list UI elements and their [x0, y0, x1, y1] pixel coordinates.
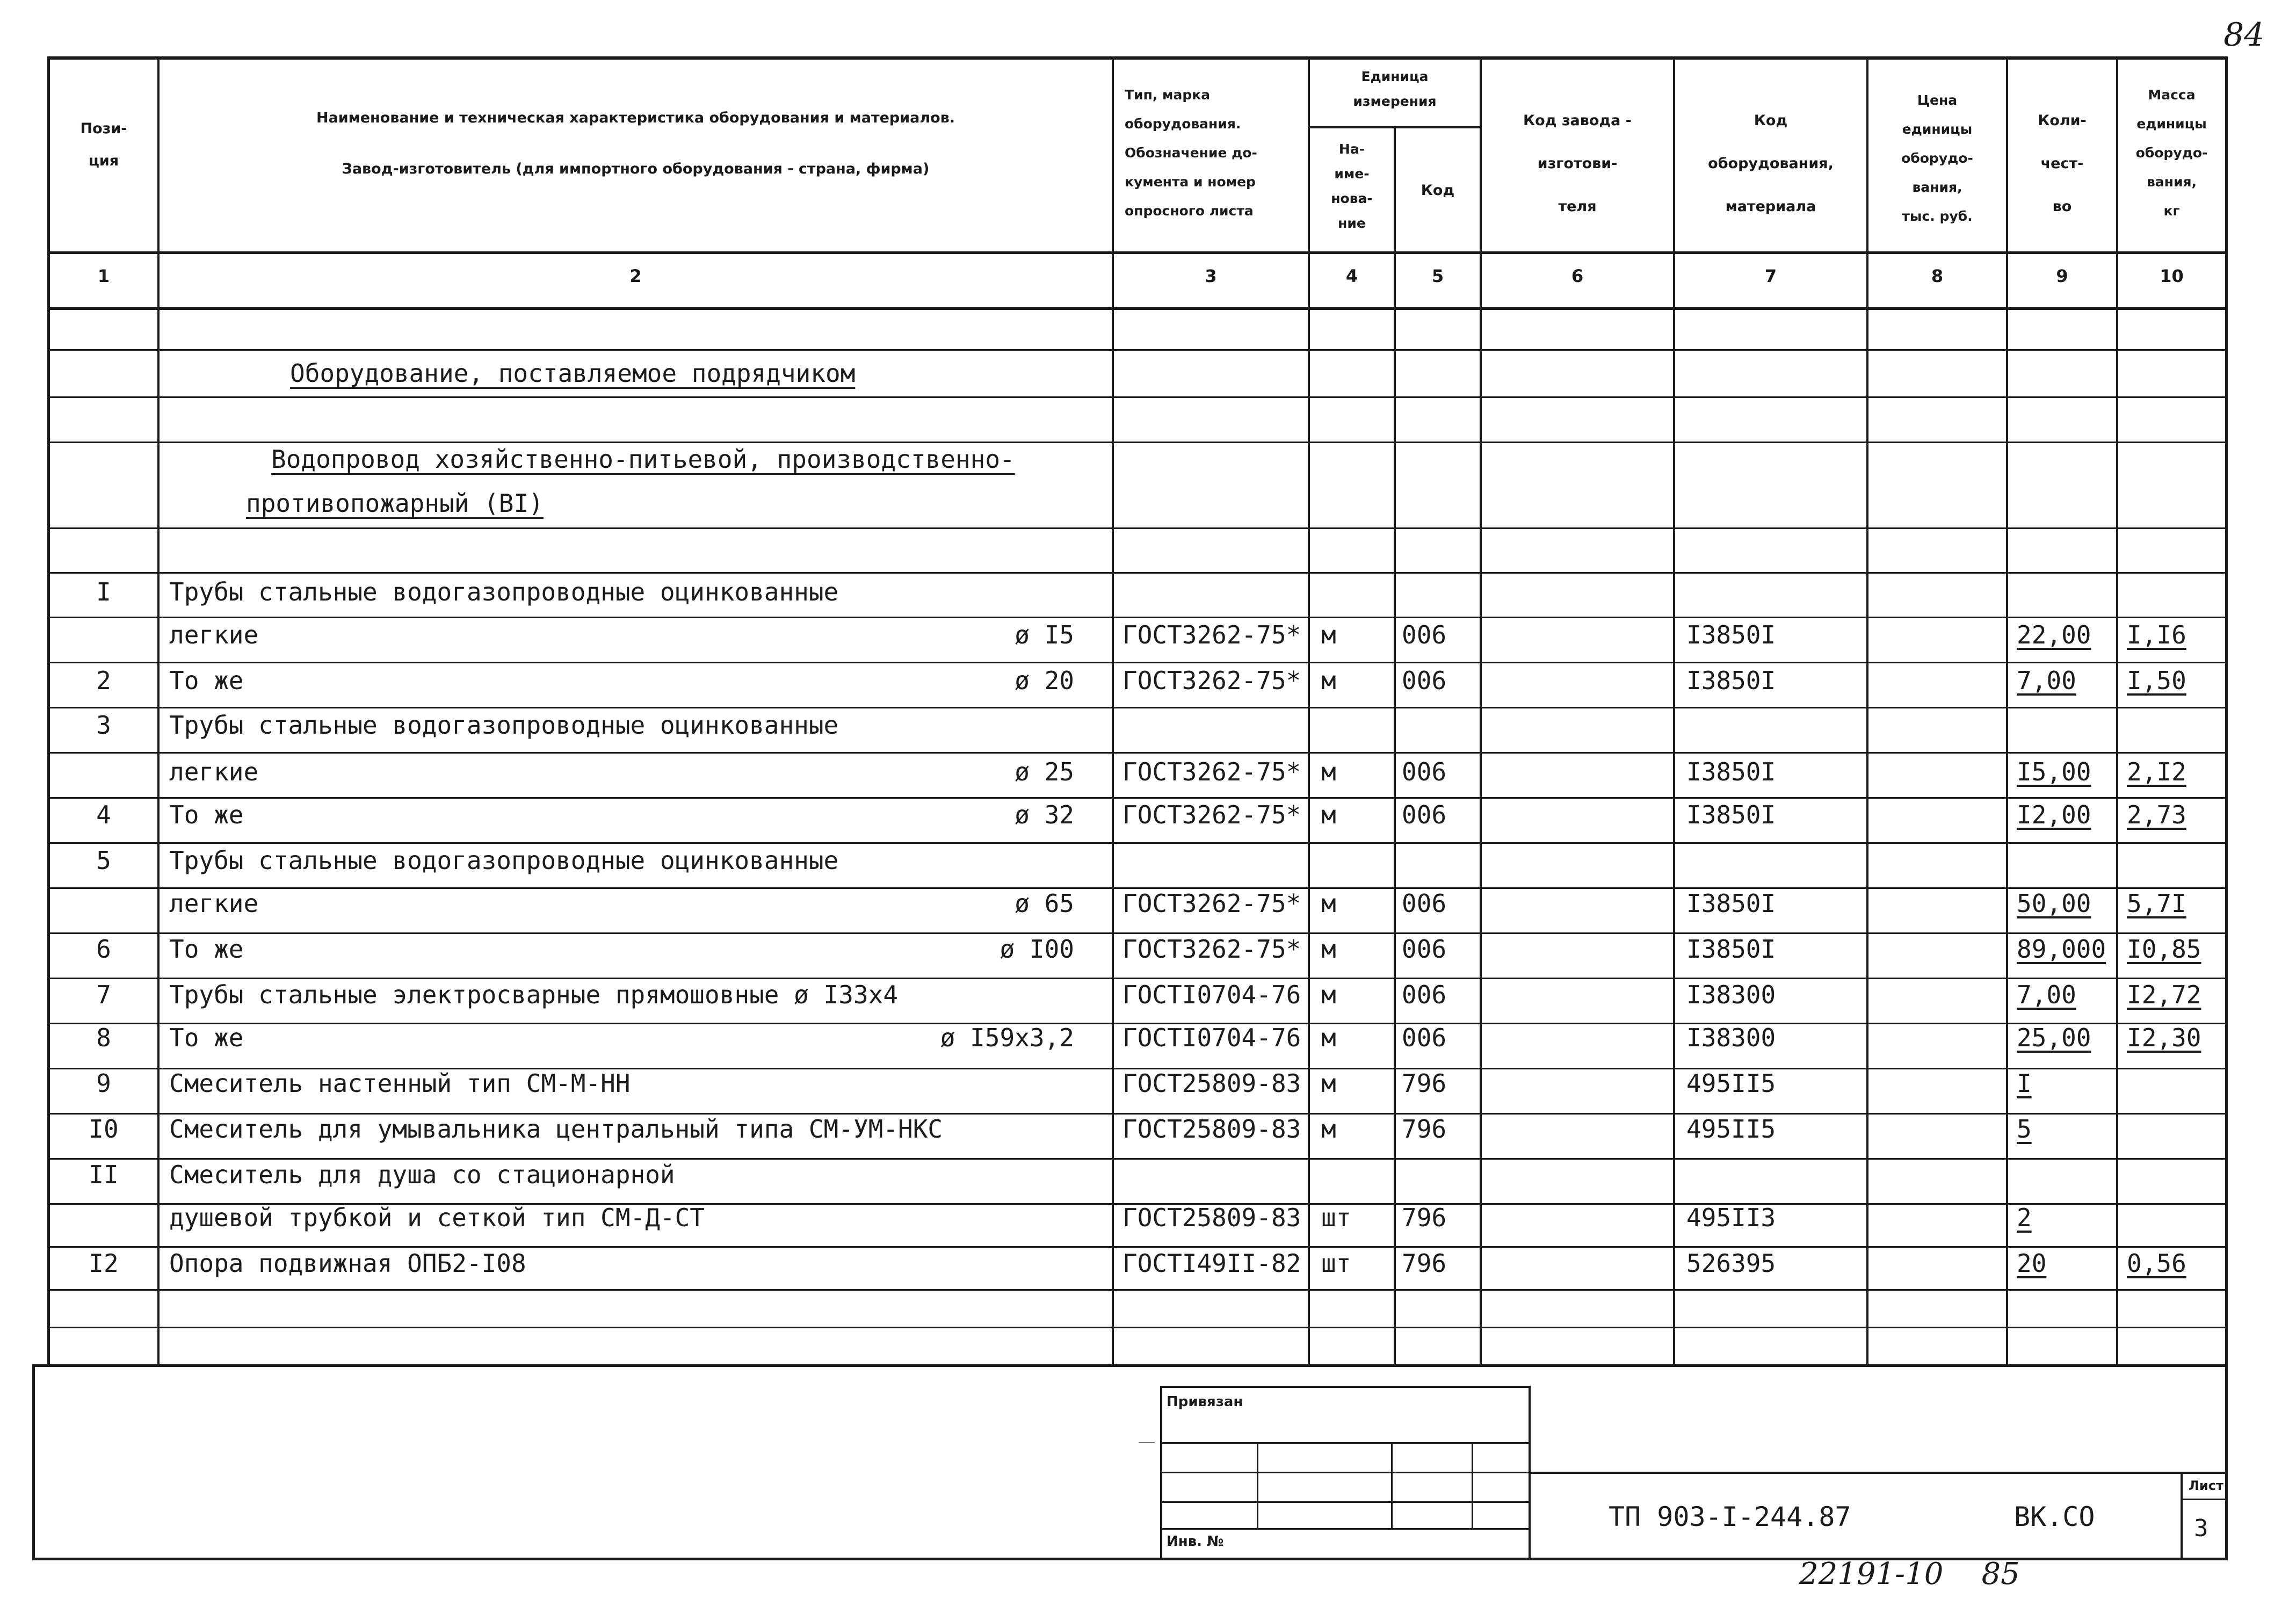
row-16-pos: I2 — [89, 1249, 119, 1278]
row-3-dia: ø 20 — [1015, 666, 1074, 695]
row-6-doc: ГОСТ3262-75* — [1122, 800, 1301, 829]
row-16-mass: 0,56 — [2127, 1249, 2186, 1278]
row-10-qty: 7,00 — [2017, 980, 2076, 1009]
sheet-label: Лист — [2189, 1478, 2223, 1493]
row-11-code: 006 — [1402, 1023, 1447, 1052]
row-10-mass: I2,72 — [2127, 980, 2201, 1009]
row-15-code: 796 — [1402, 1203, 1447, 1232]
section-title: Оборудование, поставляемое подрядчиком — [290, 359, 856, 388]
row-8-qty: 50,00 — [2017, 889, 2091, 918]
row-5-mass: 2,I2 — [2127, 757, 2186, 786]
document-code: ТП 903-I-244.87 — [1609, 1501, 1851, 1532]
row-8-code: 006 — [1402, 889, 1447, 918]
header-quantity: Коли- чест- во — [2038, 112, 2087, 215]
row-15-name: душевой трубкой и сеткой тип СМ-Д-СТ — [169, 1203, 705, 1232]
row-13-doc: ГОСТ25809-83 — [1122, 1115, 1301, 1144]
header-unit-mass: Масса единицы оборудо- вания, кг — [2135, 87, 2208, 219]
row-1-name: Трубы стальные водогазопроводные оцинкованные — [169, 577, 839, 606]
header-unit-group: Единица измерения — [1353, 69, 1437, 109]
header-unit-name: На- име- нова- ние — [1331, 141, 1373, 231]
row-2-doc: ГОСТ3262-75* — [1122, 620, 1301, 649]
row-10-code: 006 — [1402, 980, 1447, 1009]
row-6-mass: 2,73 — [2127, 800, 2186, 829]
header-factory-code: Код завода - изготови- теля — [1523, 112, 1632, 215]
bottom-reference-number: 22191-10 85 — [1799, 1557, 2020, 1591]
row-9-mat: I3850I — [1686, 935, 1776, 964]
row-15-qty: 2 — [2017, 1203, 2032, 1232]
row-5-dia: ø 25 — [1015, 757, 1074, 786]
row-8-doc: ГОСТ3262-75* — [1122, 889, 1301, 918]
row-2-mat: I3850I — [1686, 620, 1776, 649]
row-11-unit: м — [1321, 1023, 1336, 1052]
row-2-mass: I,I6 — [2127, 620, 2186, 649]
row-13-name: Смеситель для умывальника центральный типа СМ-УМ-НКС — [169, 1115, 943, 1144]
row-13-qty: 5 — [2017, 1115, 2032, 1144]
sheet-number: 3 — [2194, 1515, 2208, 1542]
row-3-name: То же — [169, 666, 244, 695]
row-16-name: Опора подвижная ОПБ2-I08 — [169, 1249, 526, 1278]
row-16-qty: 20 — [2017, 1249, 2047, 1278]
row-13-mat: 495II5 — [1686, 1115, 1776, 1144]
row-5-mat: I3850I — [1686, 757, 1776, 786]
row-6-dia: ø 32 — [1015, 800, 1074, 829]
row-3-mat: I3850I — [1686, 666, 1776, 695]
row-16-doc: ГОСТI49II-82 — [1122, 1249, 1301, 1278]
row-12-name: Смеситель настенный тип СМ-М-НН — [169, 1069, 631, 1098]
header-type: Тип, марка оборудования. Обозначение до- кумента и номер опросного листа — [1125, 87, 1257, 219]
row-1-pos: I — [96, 577, 111, 606]
row-11-mat: I38300 — [1686, 1023, 1776, 1052]
row-14-pos: II — [89, 1160, 119, 1189]
column-number: 10 — [2160, 266, 2184, 286]
column-number: 4 — [1345, 266, 1358, 286]
row-10-unit: м — [1321, 980, 1336, 1009]
column-number: 1 — [97, 266, 110, 286]
header-position: Пози- ция — [80, 120, 127, 169]
row-4-pos: 3 — [96, 711, 111, 740]
column-number: 2 — [629, 266, 642, 286]
header-name-line2: Завод-изготовитель (для импортного оборудования - страна, фирма) — [342, 161, 930, 177]
page-number-top: 84 — [2223, 16, 2265, 54]
row-12-qty: I — [2017, 1069, 2032, 1098]
row-2-name: легкие — [169, 620, 259, 649]
row-3-mass: I,50 — [2127, 666, 2186, 695]
row-5-name: легкие — [169, 757, 259, 786]
row-13-pos: I0 — [89, 1115, 119, 1144]
header-unit-code: Код — [1421, 182, 1455, 199]
header-name-line1: Наименование и техническая характеристика оборудования и материалов. — [316, 110, 955, 126]
column-number: 6 — [1571, 266, 1584, 286]
document-mark: ВК.СО — [2014, 1501, 2095, 1532]
header-unit-price: Цена единицы оборудо- вания, тыс. руб. — [1901, 92, 1973, 224]
inventory-label: Инв. № — [1167, 1533, 1224, 1550]
row-9-unit: м — [1321, 935, 1336, 964]
row-3-doc: ГОСТ3262-75* — [1122, 666, 1301, 695]
column-number: 8 — [1931, 266, 1944, 286]
row-3-qty: 7,00 — [2017, 666, 2076, 695]
row-12-mat: 495II5 — [1686, 1069, 1776, 1098]
row-16-unit: шт — [1321, 1249, 1351, 1278]
row-9-name: То же — [169, 935, 244, 964]
row-6-pos: 4 — [96, 800, 111, 829]
row-8-unit: м — [1321, 889, 1336, 918]
row-13-unit: м — [1321, 1115, 1336, 1144]
row-8-dia: ø 65 — [1015, 889, 1074, 918]
row-3-unit: м — [1321, 666, 1336, 695]
row-16-mat: 526395 — [1686, 1249, 1776, 1278]
row-10-mat: I38300 — [1686, 980, 1776, 1009]
row-13-code: 796 — [1402, 1115, 1447, 1144]
row-15-unit: шт — [1321, 1203, 1351, 1232]
row-14-name: Смеситель для душа со стационарной — [169, 1160, 675, 1189]
row-12-unit: м — [1321, 1069, 1336, 1098]
row-9-code: 006 — [1402, 935, 1447, 964]
row-3-pos: 2 — [96, 666, 111, 695]
row-12-pos: 9 — [96, 1069, 111, 1098]
row-9-qty: 89,000 — [2017, 935, 2106, 964]
row-9-dia: ø I00 — [999, 935, 1074, 964]
row-7-name: Трубы стальные водогазопроводные оцинкованные — [169, 846, 839, 875]
column-number: 7 — [1764, 266, 1777, 286]
row-10-doc: ГОСТI0704-76 — [1122, 980, 1301, 1009]
row-2-dia: ø I5 — [1015, 620, 1074, 649]
row-6-name: То же — [169, 800, 244, 829]
row-2-qty: 22,00 — [2017, 620, 2091, 649]
column-number: 9 — [2056, 266, 2068, 286]
row-11-qty: 25,00 — [2017, 1023, 2091, 1052]
row-9-mass: I0,85 — [2127, 935, 2201, 964]
subsection-title-line1: Водопровод хозяйственно-питьевой, производственно- — [271, 445, 1015, 474]
row-12-code: 796 — [1402, 1069, 1447, 1098]
row-6-mat: I3850I — [1686, 800, 1776, 829]
row-15-doc: ГОСТ25809-83 — [1122, 1203, 1301, 1232]
row-6-code: 006 — [1402, 800, 1447, 829]
row-3-code: 006 — [1402, 666, 1447, 695]
row-11-mass: I2,30 — [2127, 1023, 2201, 1052]
row-5-code: 006 — [1402, 757, 1447, 786]
row-6-unit: м — [1321, 800, 1336, 829]
row-10-name: Трубы стальные электросварные прямошовные ø I33x4 — [169, 980, 899, 1009]
row-5-qty: I5,00 — [2017, 757, 2091, 786]
row-8-mat: I3850I — [1686, 889, 1776, 918]
row-5-doc: ГОСТ3262-75* — [1122, 757, 1301, 786]
row-16-code: 796 — [1402, 1249, 1447, 1278]
row-7-pos: 5 — [96, 846, 111, 875]
row-11-name: То же — [169, 1023, 244, 1052]
column-number: 3 — [1205, 266, 1217, 286]
attached-label: Привязан — [1167, 1394, 1243, 1410]
row-9-pos: 6 — [96, 935, 111, 964]
row-8-mass: 5,7I — [2127, 889, 2186, 918]
row-10-pos: 7 — [96, 980, 111, 1009]
row-12-doc: ГОСТ25809-83 — [1122, 1069, 1301, 1098]
row-8-name: легкие — [169, 889, 259, 918]
row-11-dia: ø I59x3,2 — [940, 1023, 1074, 1052]
row-11-doc: ГОСТI0704-76 — [1122, 1023, 1301, 1052]
row-15-mat: 495II3 — [1686, 1203, 1776, 1232]
row-2-unit: м — [1321, 620, 1336, 649]
row-11-pos: 8 — [96, 1023, 111, 1052]
row-9-doc: ГОСТ3262-75* — [1122, 935, 1301, 964]
row-5-unit: м — [1321, 757, 1336, 786]
column-number: 5 — [1431, 266, 1444, 286]
header-equipment-code: Код оборудования, материала — [1708, 112, 1834, 215]
subsection-title-line2: противопожарный (BI) — [246, 489, 544, 518]
row-6-qty: I2,00 — [2017, 800, 2091, 829]
row-2-code: 006 — [1402, 620, 1447, 649]
row-4-name: Трубы стальные водогазопроводные оцинкованные — [169, 711, 839, 740]
